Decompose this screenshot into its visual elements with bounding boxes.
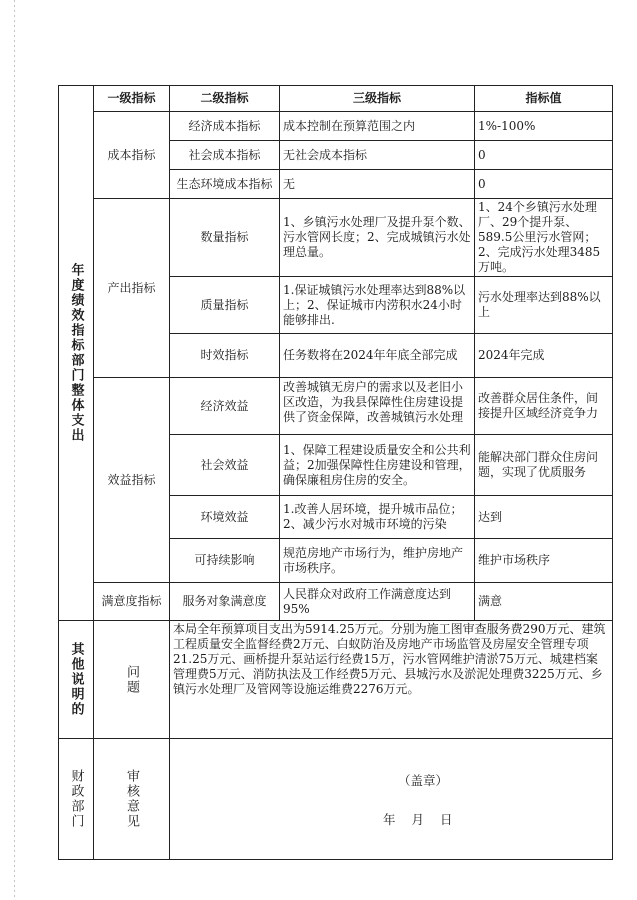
header-row [59, 86, 613, 112]
output-l3: 1.保证城镇污水处理率达到88%以上；2、保证城市内涝积水24小时能够排出. [280, 277, 475, 334]
section-label-cell [59, 86, 94, 621]
finance-sub: 审核意见 [124, 769, 139, 829]
output-indicator-label: 产出指标 [94, 199, 170, 378]
header-level1: 一级指标 [94, 86, 170, 112]
benefit-indicator-label: 效益指标 [94, 378, 170, 583]
benefit-value: 改善群众居住条件，间接提升区域经济竞争力 [475, 378, 613, 435]
cost-value: 0 [475, 170, 613, 199]
benefit-l2: 社会效益 [170, 435, 280, 496]
other-notes-text: 本局全年预算项目支出为5914.25万元。分别为施工图审查服务费290万元、建筑工程质量安全监督经费2万元、白蚁防治及房地产市场监管及房屋安全管理专项21.25万元、画桥提升泵站运行经费15万，污水管网维护清淤75万元、城建档案管理费5万元、消防执法及工作经费5万元、县城污水及淤泥处理费3225万元、乡镇污水处理厂及管网等设施运维费2276万元。 [170, 621, 613, 739]
section-label: 年度绩效指标部门整体支出 [68, 263, 84, 443]
cost-l3: 无社会成本指标 [280, 141, 475, 170]
cost-value: 0 [475, 141, 613, 170]
benefit-value: 达到 [475, 496, 613, 539]
cost-indicator-label: 成本指标 [94, 112, 170, 199]
seal-placeholder: （盖章） [398, 773, 449, 788]
header-level3: 三级指标 [280, 86, 475, 112]
other-label-cell [59, 621, 94, 739]
cost-l2: 社会成本指标 [170, 141, 280, 170]
benefit-l3 [280, 378, 475, 435]
cost-l3: 成本控制在预算范围之内 [280, 112, 475, 141]
cost-value: 1%-100% [475, 112, 613, 141]
performance-table [58, 85, 613, 860]
date-placeholder: 年 月 日 [383, 812, 459, 827]
other-sub: 问题 [124, 664, 139, 695]
finance-opinion-cell [170, 739, 613, 860]
finance-sub-cell [94, 739, 170, 860]
satisfaction-l2: 服务对象满意度 [170, 583, 280, 621]
benefit-value: 能解决部门群众住房问题，实现了优质服务 [475, 435, 613, 496]
output-l2: 时效指标 [170, 334, 280, 378]
header-value: 指标值 [475, 86, 613, 112]
output-l2: 质量指标 [170, 277, 280, 334]
table-row [59, 112, 613, 141]
benefit-l3: 1、保障工程建设质量安全和公共利益；2加强保障性住房建设和管理，确保廉租房住房的安全。 [280, 435, 475, 496]
output-l3: 1、乡镇污水处理厂及提升泵个数、污水管网长度；2、完成城镇污水处理总量。 [280, 199, 475, 277]
other-label: 其他说明的 [68, 642, 84, 717]
binding-margin-line [14, 0, 15, 900]
benefit-value: 维护市场秩序 [475, 539, 613, 583]
cost-l2: 生态环境成本指标 [170, 170, 280, 199]
output-value: 污水处理率达到88%以上 [475, 277, 613, 334]
cost-l2: 经济成本指标 [170, 112, 280, 141]
satisfaction-indicator-label: 满意度指标 [94, 583, 170, 621]
other-notes-row [59, 621, 613, 739]
benefit-l3-text: 改善城镇无房户的需求以及老旧小区改造，为我县保障性住房建设提供了资金保障，改善城镇污水处理 [283, 380, 464, 424]
finance-label-cell [59, 739, 94, 860]
header-level2: 二级指标 [170, 86, 280, 112]
benefit-l2: 环境效益 [170, 496, 280, 539]
table-row [59, 199, 613, 277]
table-row [59, 583, 613, 621]
benefit-l2: 可持续影响 [170, 539, 280, 583]
finance-row [59, 739, 613, 860]
table-row [59, 378, 613, 435]
cost-l3: 无 [280, 170, 475, 199]
finance-label: 财政部门 [68, 769, 84, 829]
satisfaction-l3: 人民群众对政府工作满意度达到95% [280, 583, 475, 621]
output-value: 1、24个乡镇污水处理厂、29个提升泵、589.5公里污水管网；2、完成污水处理3485万吨。 [475, 199, 613, 277]
output-l3: 任务数将在2024年年底全部完成 [280, 334, 475, 378]
output-value: 2024年完成 [475, 334, 613, 378]
output-l2: 数量指标 [170, 199, 280, 277]
benefit-l2: 经济效益 [170, 378, 280, 435]
satisfaction-value: 满意 [475, 583, 613, 621]
other-sub-cell [94, 621, 170, 739]
benefit-l3: 规范房地产市场行为，维护房地产市场秩序。 [280, 539, 475, 583]
benefit-l3: 1.改善人居环境，提升城市品位；2、减少污水对城市环境的污染 [280, 496, 475, 539]
